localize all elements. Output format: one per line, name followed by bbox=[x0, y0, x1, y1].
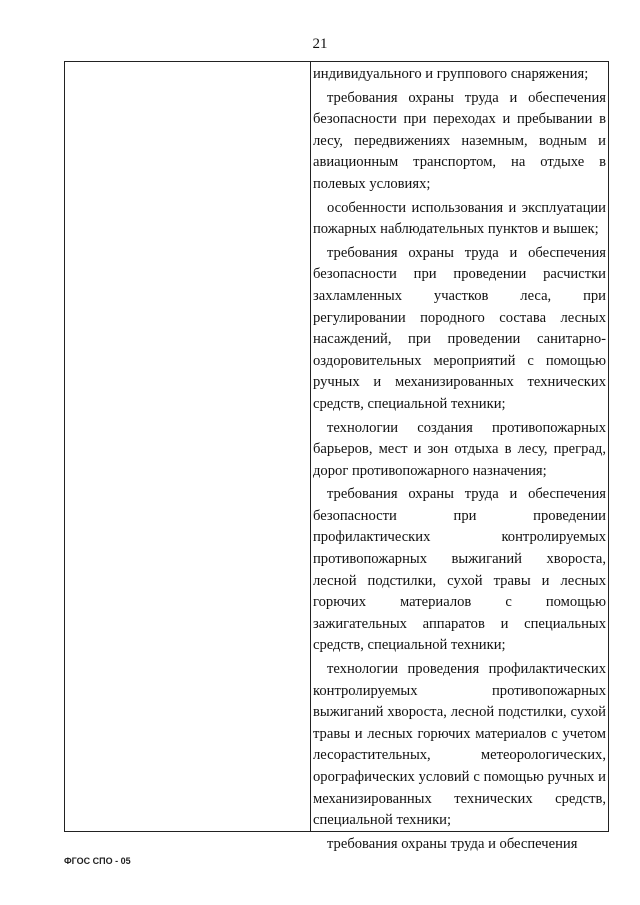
footer-label: ФГОС СПО - 05 bbox=[64, 856, 131, 866]
table-paragraph: индивидуального и группового снаряжения; bbox=[313, 66, 589, 82]
page-number: 21 bbox=[312, 36, 328, 52]
table-paragraph: технологии проведения профилактических контролируемых противопожарных выжиганий хвороста, лесной подстилки, сухой травы и лесных горючих материалов с учетом лесорастительных, метеорологических, орографических условий с помощью ручных и механизированных технических средств, специальной техники; bbox=[313, 661, 606, 829]
content-table bbox=[64, 61, 609, 852]
table-paragraph: требования охраны труда и обеспечения безопасности при проведении профилактических контролируемых противопожарных выжиганий хвороста, лесной подстилки, сухой травы и лесных горючих материалов с помощью зажигательных аппаратов и специальных средств, специальной техники; bbox=[313, 486, 606, 654]
table-paragraph: требования охраны труда и обеспечения bbox=[327, 835, 578, 852]
table-paragraph: особенности использования и эксплуатации пожарных наблюдательных пунктов и вышек; bbox=[313, 199, 606, 238]
table-right-cell bbox=[311, 62, 608, 852]
table-paragraph: требования охраны труда и обеспечения безопасности при переходах и пребывании в лесу, передвижениях наземным, водным и авиационным транспортом, на отдыхе в полевых условиях; bbox=[313, 89, 606, 192]
table-paragraph: требования охраны труда и обеспечения безопасности при проведении расчистки захламленных участков леса, при регулировании породного состава лесных насаждений, при проведении санитарно-оздоровительных мероприятий с помощью ручных и механизированных технических средств, специальной техники; bbox=[313, 244, 606, 412]
table-paragraph: технологии создания противопожарных барьеров, мест и зон отдыха в лесу, преград, дорог противопожарного назначения; bbox=[313, 419, 606, 479]
table-left-cell bbox=[65, 62, 311, 831]
